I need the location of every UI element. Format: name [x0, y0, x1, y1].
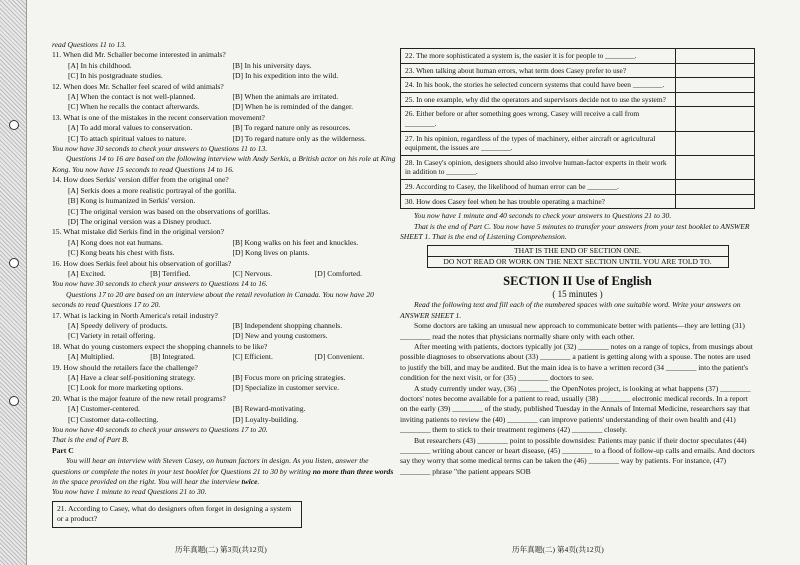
- option: [A] When the contact is not well-planned.: [68, 92, 196, 102]
- end-line: THAT IS THE END OF SECTION ONE.: [514, 246, 641, 256]
- answer-cell[interactable]: [676, 92, 755, 107]
- option: [C] Variety in retail offering.: [68, 331, 156, 341]
- option: [A] Excited.: [68, 268, 106, 278]
- question-12-options: [52, 92, 397, 113]
- question-row: [401, 49, 755, 64]
- answer-cell[interactable]: [676, 194, 755, 209]
- option: [B] Reward-motivating.: [232, 404, 306, 414]
- instruction-note: You now have 1 minute to read Questions 21 to 30.: [52, 487, 207, 497]
- option: [C] When he recalls the contact afterwards.: [68, 102, 200, 112]
- question-18-stem: 18. What do young customers expect the shopping channels to be like?: [52, 341, 268, 351]
- question-20-options: [52, 404, 397, 425]
- option: [D] Loyalty-building.: [232, 414, 299, 424]
- instruction-note: That is the end of Part C. You now have 5 minutes to transfer your answers from your test booklet to ANSWER SHEET 1. That is the end of Listening Comprehension.: [400, 221, 750, 241]
- question-16-stem: 16. How does Serkis feel about his observation of gorillas?: [52, 258, 232, 268]
- question-row: [401, 78, 755, 93]
- section-intro: Questions 14 to 16 are based on the following interview with Andy Serkis, a British actor on his role at King Kong. You now have 15 seconds to read Questions 14 to 16.: [52, 154, 396, 174]
- punch-hole-icon: [9, 120, 19, 130]
- option: [A] Speedy delivery of products.: [68, 320, 168, 330]
- option: [B] When the animals are irritated.: [232, 92, 339, 102]
- question-19-stem: 19. How should the retailers face the challenge?: [52, 362, 198, 372]
- question-text: 26. Either before or after something goes wrong, Casey will receive a call from ________.: [401, 107, 676, 131]
- option: [B] Kong walks on his feet and knuckles.: [232, 237, 359, 247]
- left-column: [52, 40, 397, 528]
- option: [D] New and young customers.: [232, 331, 328, 341]
- option: [C] Customer data-collecting.: [68, 414, 159, 424]
- option: [A] Have a clear self-positioning strategy.: [68, 373, 196, 382]
- option: [C] Look for more marketing options.: [68, 383, 184, 393]
- option: [B] Independent shopping channels.: [232, 320, 343, 330]
- question-row: [401, 131, 755, 155]
- punch-hole-icon: [9, 396, 19, 406]
- answer-cell[interactable]: [676, 131, 755, 155]
- option: [A] Customer-centered.: [68, 404, 140, 414]
- question-text: 28. In Casey's opinion, designers should also involve human-factor experts in their work in addition to ________.: [401, 155, 676, 179]
- option: [D] To regard nature only as the wilderness.: [232, 133, 366, 143]
- option: [C] In his postgraduate studies.: [68, 71, 163, 81]
- question-text: 22. The more sophisticated a system is, the easier it is for people to ________.: [401, 49, 676, 64]
- question-18-options: [52, 352, 397, 362]
- question-11-options: [52, 61, 397, 82]
- option: [D] Convenient.: [314, 352, 365, 362]
- instruction-note: You now have 1 minute and 40 seconds to check your answers to Questions 21 to 30.: [414, 211, 672, 221]
- question-20-stem: 20. What is the major feature of the new retail programs?: [52, 393, 226, 403]
- instruction-text: You will hear an interview with Steven Casey, on human factors in design. As you listen, answer the questions or complete the notes in your test booklet for Questions 21 to 30 by writing: [52, 456, 369, 476]
- question-text: 24. In his book, the stories he selected concern systems that could have been ________.: [401, 78, 676, 93]
- section-intro: Questions 17 to 20 are based on an interview about the retail revolution in Canada. You now have 20 seconds to read Questions 17 to 20.: [52, 289, 374, 310]
- question-row: [401, 107, 755, 131]
- cloze-paragraph: A study currently under way, (36) ________ the OpenNotes project, is looking at what happens (37) ________ doctors' notes become available for a patient to read, usually (38) ________ electronic medical records. In a report on the early (39) ________ of the study, published Tuesday in the Annals of Internal Medicine, researchers say that inviting patients to review the (40) ________ can improve patients' understanding of their own health and (41) ________ them to stick to their treatment regimens (42) ________ closely.: [400, 383, 751, 435]
- instruction-text: in the space provided on the right. You will hear the interview: [52, 477, 240, 487]
- question-13-stem: 13. What is one of the mistakes in the recent conservation movement?: [52, 112, 265, 122]
- end-part-b: That is the end of Part B.: [52, 435, 129, 445]
- instruction-note: You now have 40 seconds to check your answers to Questions 17 to 20.: [52, 425, 268, 435]
- option: [B] Focus more on pricing strategies.: [232, 373, 346, 382]
- option: [C] Nervous.: [232, 268, 273, 278]
- option: [D] In his expedition into the wild.: [232, 71, 339, 81]
- cloze-paragraph: Some doctors are taking an unusual new approach to communicate better with patients—they are letting (31) ________ read the notes that physicians normally share only with each other.: [400, 321, 745, 341]
- instruction-note: You now have 30 seconds to check your answers to Questions 14 to 16.: [52, 279, 268, 289]
- option: [D] Specialize in customer service.: [232, 383, 339, 393]
- question-12-stem: 12. When does Mr. Schaller feel scared of wild animals?: [52, 81, 224, 91]
- instruction-emphasis: twice: [241, 477, 258, 487]
- binding-strip: [0, 0, 27, 565]
- end-of-section-box: [427, 245, 729, 268]
- question-14-stem: 14. How does Serkis' version differ from the original one?: [52, 175, 229, 185]
- answer-cell[interactable]: [676, 63, 755, 78]
- option: [A] Serkis does a more realistic portrayal of the gorilla.: [68, 185, 237, 195]
- option: [B] Terrified.: [150, 268, 191, 278]
- question-text: 23. When talking about human errors, what term does Casey prefer to use?: [401, 63, 676, 78]
- option: [C] To attach spiritual values to nature.: [68, 133, 187, 143]
- option: [B] To regard nature only as resources.: [232, 123, 351, 133]
- punch-hole-icon: [9, 258, 19, 268]
- question-text: 25. In one example, why did the operators and supervisors decide not to use the system?: [401, 92, 676, 107]
- cloze-paragraph: But researchers (43) ________ point to possible downsides: Patients may panic if their doctor speculates (44) ________ writing about cancer or heart disease, (45) ________ to a flood of follow-up calls and emails. And doctors say they worry that some medical terms can be taken the (46) ________ way by patients. For instance, (47) ________ phrase "the patient appears SOB: [400, 435, 755, 476]
- instruction-note: You now have 30 seconds to check your answers to Questions 11 to 13.: [52, 144, 268, 154]
- option: [A] In his childhood.: [68, 60, 132, 70]
- answer-table: [400, 48, 755, 209]
- option: [A] To add moral values to conservation.: [68, 123, 193, 133]
- instruction-emphasis: no more than three words: [312, 466, 394, 476]
- answer-cell[interactable]: [676, 107, 755, 131]
- intro-text: read Questions 11 to 13.: [52, 40, 127, 49]
- question-row: [401, 179, 755, 194]
- part-c-instructions: You will hear an interview with Steven Casey, on human factors in design. As you listen, answer the questions or complete the notes in your test booklet for Questions 21 to 30 by writing no more than three words in the space provided on the right. You will hear the interview twice.: [52, 456, 394, 487]
- question-17-options: [52, 321, 397, 342]
- question-text: 30. How does Casey feel when he has trouble operating a machine?: [401, 194, 676, 209]
- question-13-options: [52, 123, 397, 144]
- option: [D] Comforted.: [314, 268, 362, 278]
- cloze-paragraph: After meeting with patients, doctors typically jot (32) ________ notes on a range of topics, from musings about possible diagnoses to observations about (33) ________ a patient is getting along with a spouse. The notes are used to justify the bill, and may be audited. But the main idea is to have a written record (34 ________ into the patient's condition for the next visit, or for (35) ________ doctors to see.: [400, 341, 753, 383]
- answer-cell[interactable]: [676, 179, 755, 194]
- question-15-options: [52, 238, 397, 259]
- option: [A] Kong does not eat humans.: [68, 237, 163, 247]
- option: [B] In his university days.: [232, 60, 312, 70]
- option: [D] Kong lives on plants.: [232, 248, 310, 258]
- question-17-stem: 17. What is lacking in North America's retail industry?: [52, 310, 218, 320]
- question-row: [401, 92, 755, 107]
- option: [C] The original version was based on the observations of gorillas.: [68, 206, 271, 216]
- page-footer-left: 历年真题(二) 第3页(共12页): [175, 545, 267, 554]
- right-column: [400, 48, 755, 477]
- question-14-options: [52, 186, 397, 228]
- question-21-box: 21. According to Casey, what do designers often forget in designing a system or a product?: [52, 501, 302, 528]
- question-19-options: [52, 373, 397, 394]
- question-text: 29. According to Casey, the likelihood of human error can be ________.: [401, 179, 676, 194]
- question-row: [401, 155, 755, 179]
- answer-cell[interactable]: [676, 49, 755, 64]
- part-c-heading: Part C: [52, 445, 74, 455]
- section-title: SECTION II Use of English: [503, 274, 652, 289]
- page-footer-right: 历年真题(二) 第4页(共12页): [512, 545, 604, 554]
- option: [B] Integrated.: [150, 352, 195, 362]
- question-row: [401, 63, 755, 78]
- option: [C] Kong beats his chest with fists.: [68, 248, 175, 258]
- question-11-stem: 11. When did Mr. Schaller become interested in animals?: [52, 50, 226, 60]
- option: [C] Efficient.: [232, 352, 273, 362]
- section-instructions: Read the following text and fill each of the numbered spaces with one suitable word. Write your answers on ANSWER SHEET 1.: [400, 300, 741, 320]
- end-line: DO NOT READ OR WORK ON THE NEXT SECTION UNTIL YOU ARE TOLD TO.: [428, 256, 728, 267]
- option: [D] When he is reminded of the danger.: [232, 102, 353, 112]
- option: [D] The original version was a Disney product.: [68, 216, 212, 226]
- question-text: 27. In his opinion, regardless of the types of machinery, either aircraft or agricultural equipment, the issues are ________.: [401, 131, 676, 155]
- option: [A] Multiplied.: [68, 352, 115, 362]
- section-time: ( 15 minutes ): [552, 289, 603, 300]
- question-15-stem: 15. What mistake did Serkis find in the original version?: [52, 227, 224, 237]
- question-16-options: [52, 269, 397, 279]
- option: [B] Kong is humanized in Serkis' version.: [68, 196, 196, 206]
- answer-cell[interactable]: [676, 155, 755, 179]
- answer-cell[interactable]: [676, 78, 755, 93]
- question-row: [401, 194, 755, 209]
